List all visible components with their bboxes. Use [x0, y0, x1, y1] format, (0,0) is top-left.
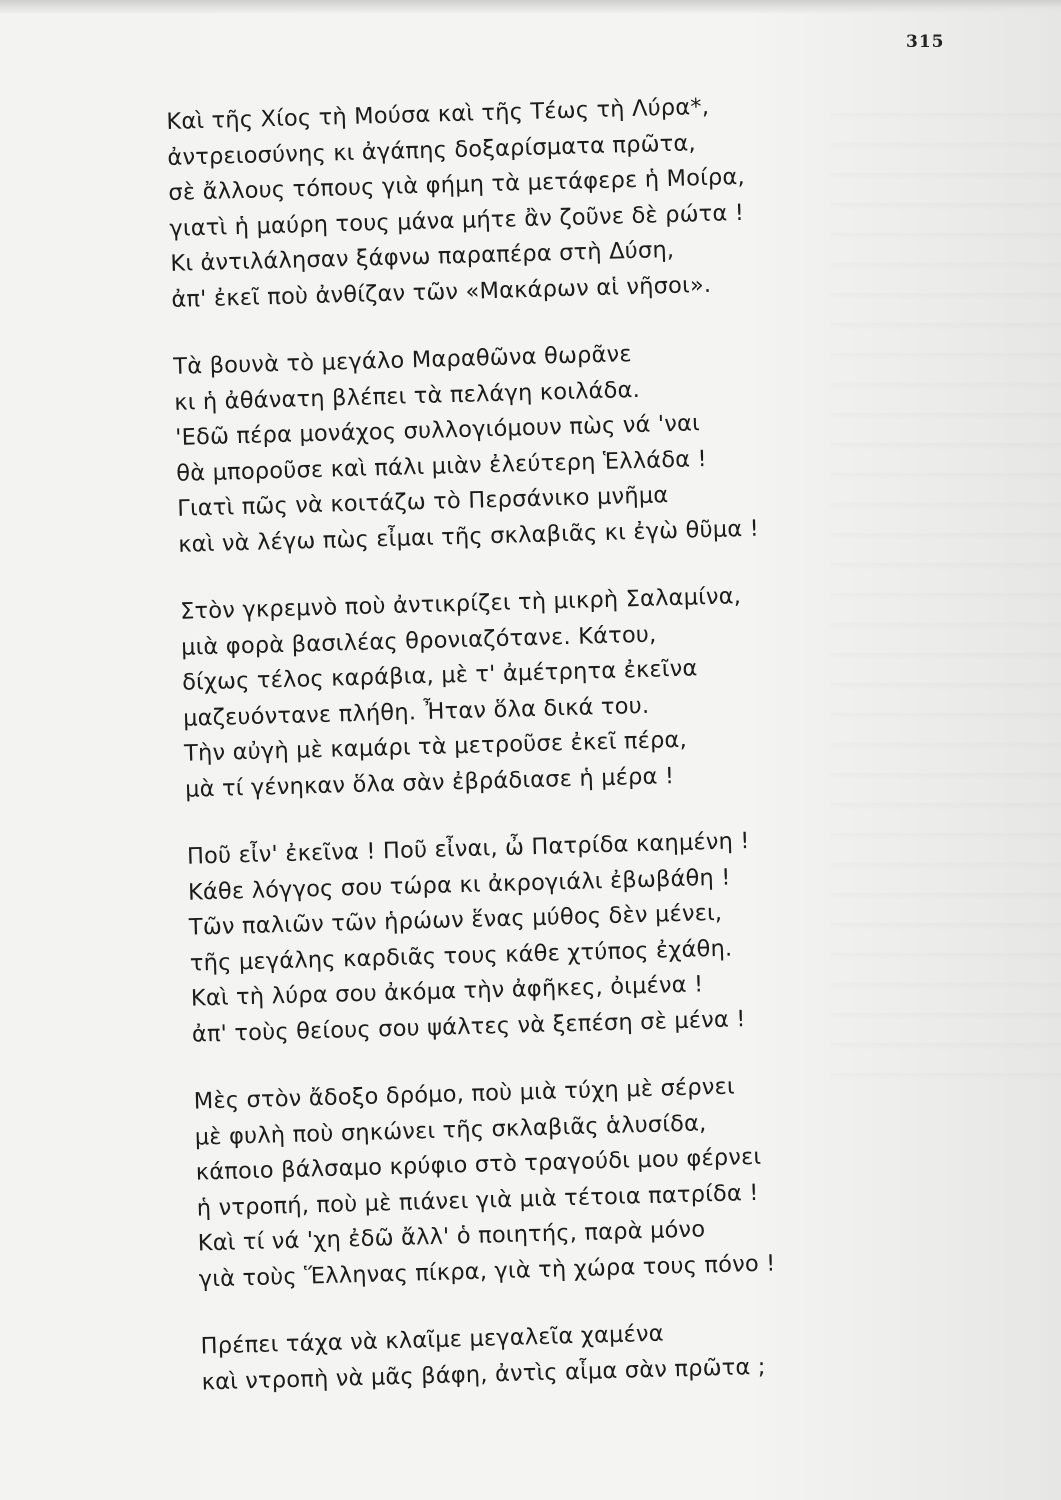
poem-line: μὰ τί γένηκαν ὅλα σὰν ἐβράδιασε ἡ μέρα !: [184, 762, 675, 803]
poem-line: Μὲς στὸν ἄδοξο δρόμο, ποὺ μιὰ τύχη μὲ σέρνει: [193, 1073, 736, 1115]
poem-line: Γιατὶ πῶς νὰ κοιτάζω τὸ Περσάνικο μνῆμα: [176, 482, 669, 522]
poem-line: κι ἡ ἀθάνατη βλέπει τὰ πελάγη κοιλάδα.: [173, 376, 641, 416]
poem-line: καὶ νὰ λέγω πὼς εἶμαι τῆς σκλαβιᾶς κι ἐγὼ θῦμα !: [177, 515, 760, 558]
poem-line: ἀντρειοσύνης κι ἀγάπης δοξαρίσματα πρῶτα,: [167, 129, 697, 171]
page-number: 315: [906, 32, 945, 52]
poem-line: μαζευόντανε πλήθη. Ἦταν ὅλα δικά του.: [182, 692, 650, 732]
poem-line: σὲ ἄλλους τόπους γιὰ φήμη τὰ μετάφερε ἡ Μοίρα,: [168, 163, 746, 206]
poem-line: Καὶ τί νά 'χη ἐδῶ ἄλλ' ὁ ποιητής, παρὰ μόνο: [197, 1216, 706, 1257]
stanza-6: [200, 1309, 922, 1400]
poem-line: τῆς μεγάλης καρδιᾶς τους κάθε χτύπος ἐχάθη.: [189, 935, 733, 977]
page-top-edge: [0, 0, 1061, 14]
stanza-3: [180, 575, 906, 808]
poem-line: ἀπ' ἐκεῖ ποὺ ἀνθίζαν τῶν «Μακάρων αἱ νῆσοι».: [171, 271, 712, 313]
stanza-4: [187, 820, 913, 1053]
poem-line: Στὸν γκρεμνὸ ποὺ ἀντικρίζει τὴ μικρὴ Σαλαμίνα,: [179, 583, 742, 625]
poem-line: ἀπ' τοὺς θείους σου ψάλτες νὰ ξεπέση σὲ μένα !: [191, 1005, 746, 1048]
stanza-2: [173, 330, 899, 563]
stanza-5: [193, 1065, 919, 1298]
stanza-1: [166, 85, 892, 318]
poem-line: γιὰ τοὺς Ἕλληνας πίκρα, γιὰ τὴ χώρα τους πόνο !: [198, 1249, 776, 1293]
poem-line: καὶ ντροπὴ νὰ μᾶς βάφη, ἀντὶς αἷμα σὰν πρῶτα ;: [201, 1353, 766, 1395]
poem-line: Κι ἀντιλάλησαν ξάφνω παραπέρα στὴ Δύση,: [170, 236, 675, 277]
poem-line: κάποιο βάλσαμο κρύφιο στὸ τραγούδι μου φέρνει: [195, 1143, 762, 1186]
poem-line: Ποῦ εἶν' ἐκεῖνα ! Ποῦ εἶναι, ὦ Πατρίδα καημένη !: [186, 827, 750, 870]
poem-line: δίχως τέλος καράβια, μὲ τ' ἀμέτρητα ἐκεῖνα: [181, 655, 698, 696]
poem-line: θὰ μποροῦσε καὶ πάλι μιὰν ἐλεύτερη Ἑλλάδα !: [175, 445, 708, 487]
poem-line: Καὶ τῆς Χίος τὴ Μούσα καὶ τῆς Τέως τὴ Λύρα*,: [166, 93, 710, 135]
poem-line: Πρέπει τάχα νὰ κλαῖμε μεγαλεῖα χαμένα: [200, 1320, 665, 1360]
poem-line: Κάθε λόγγος σου τώρα κι ἀκρογιάλι ἐβωβάθη !: [187, 864, 731, 906]
poem-line: Καὶ τὴ λύρα σου ἀκόμα τὴν ἀφῆκες, ὀιμένα !: [190, 971, 704, 1012]
poem-line: 'Εδῶ πέρα μονάχος συλλογιόμουν πὼς νά 'ναι: [174, 410, 701, 451]
poem-body: [166, 85, 923, 1433]
poem-line: μὲ φυλὴ ποὺ σηκώνει τῆς σκλαβιᾶς ἁλυσίδα,: [194, 1109, 707, 1151]
poem-line: Τὰ βουνὰ τὸ μεγάλο Μαραθῶνα θωρᾶνε: [172, 341, 633, 380]
poem-line: γιατὶ ἡ μαύρη τους μάνα μήτε ἂν ζοῦνε δὲ ρώτα !: [169, 199, 745, 242]
poem-line: Τῶν παλιῶν τῶν ἡρώων ἕνας μύθος δὲν μένει,: [188, 899, 723, 941]
poem-line: Τὴν αὐγὴ μὲ καμάρι τὰ μετροῦσε ἐκεῖ πέρα,: [183, 726, 688, 767]
poem-line: ἡ ντροπή, ποὺ μὲ πιάνει γιὰ μιὰ τέτοια πατρίδα !: [196, 1179, 759, 1222]
poem-line: μιὰ φορὰ βασιλέας θρονιαζότανε. Κάτου,: [180, 621, 657, 661]
